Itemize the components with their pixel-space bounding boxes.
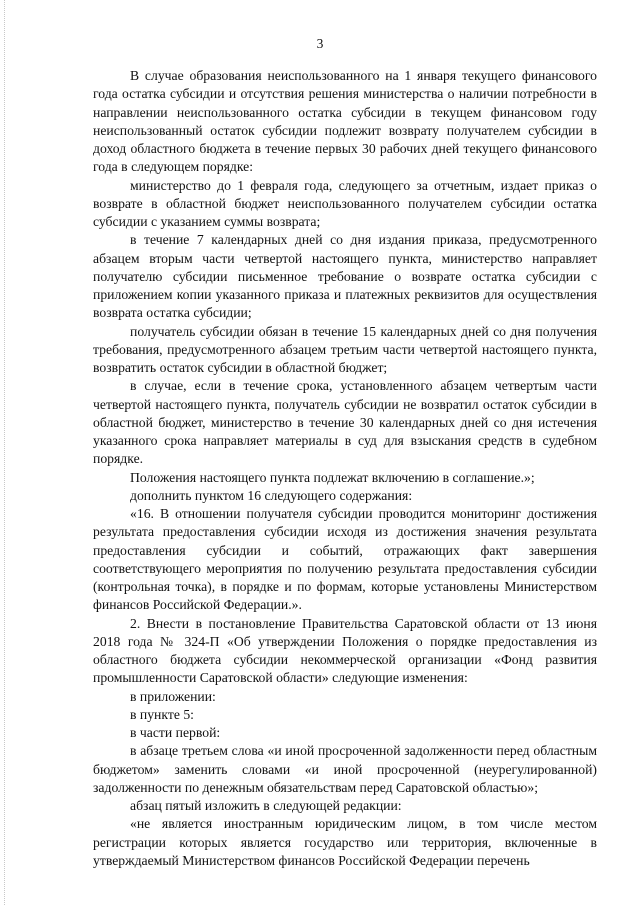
paragraph-ministry-order: министерство до 1 февраля года, следующего за отчетным, издает приказ о возврате в областной бюджет неиспользованного получателем субсидии остатка субсидии с указанием суммы возврата; <box>93 177 597 229</box>
page-number: 3 <box>316 36 324 51</box>
paragraph-in-item-5: в пункте 5: <box>130 706 194 722</box>
paragraph-recipient-obligation: получатель субсидии обязан в течение 15 календарных дней со дня получения требования, предусмотренного абзацем третьим части четвертой настоящего пункта, возвратить остаток субсидии в областной бюджет; <box>93 323 597 375</box>
paragraph-third-subparagraph: в абзаце третьем слова «и иной просроченной задолженности перед областным бюджетом» заменить словами «и иной просроченной (неурегулированной) задолженности по денежным обязательствам перед Саратовской областью»; <box>93 743 597 795</box>
body-text <box>93 67 597 870</box>
left-margin-line <box>4 0 6 905</box>
paragraph-written-demand: в течение 7 календарных дней со дня издания приказа, предусмотренного абзацем вторым части четвертой настоящего пункта, министерство направляет получателю субсидии письменное требование о возврате остатка субсидии с приложением копии указанного приказа и платежных реквизитов для осуществления возврата остатка субсидии; <box>93 232 597 321</box>
paragraph-agreement-inclusion: Положения настоящего пункта подлежат включению в соглашение.»; <box>130 469 535 485</box>
paragraph-resolution-amendment: 2. Внести в постановление Правительства Саратовской области от 13 июня 2018 года № 324-П «Об утверждении Положения о порядке предоставления из областного бюджета субсидии некоммерческой организации «Фонд развития промышленности Саратовской области» следующие изменения: <box>93 615 597 686</box>
paragraph-court-recovery: в случае, если в течение срока, установленного абзацем четвертым части четвертой настоящего пункта, получатель субсидии не возвратил остаток субсидии в областной бюджет, министерство в течение 30 календарных дней со дня истечения указанного срока направляет материалы в суд для взыскания средств в судебном порядке. <box>93 378 597 467</box>
paragraph-not-foreign-entity: «не является иностранным юридическим лицом, в том числе местом регистрации которых является государство или территория, включенные в утверждаемый Министерством финансов Российской Федерации перечень <box>93 816 597 868</box>
paragraph-in-appendix: в приложении: <box>130 688 216 704</box>
paragraph-item-16-monitoring: «16. В отношении получателя субсидии проводится мониторинг достижения результата предоставления субсидии исходя из достижения значения результата предоставления субсидии и событий, отражающих факт завершения соответствующего мероприятия по получению результата предоставления субсидии (контрольная точка), в порядке и по формам, которые установлены Министерством финансов Российской Федерации.». <box>93 506 597 613</box>
paragraph-add-item-16: дополнить пунктом 16 следующего содержания: <box>130 487 413 503</box>
paragraph-unused-balance: В случае образования неиспользованного на 1 января текущего финансового года остатка субсидии и отсутствия решения министерства о наличии потребности в направлении неиспользованного остатка субсидии в текущем финансовом году неиспользованный остаток субсидии подлежит возврату получателем субсидии в доход областного бюджета в течение первых 30 рабочих дней текущего финансового года в следующем порядке: <box>93 68 597 175</box>
paragraph-fifth-subparagraph: абзац пятый изложить в следующей редакции: <box>130 798 402 813</box>
paragraph-in-part-one: в части первой: <box>130 725 221 740</box>
